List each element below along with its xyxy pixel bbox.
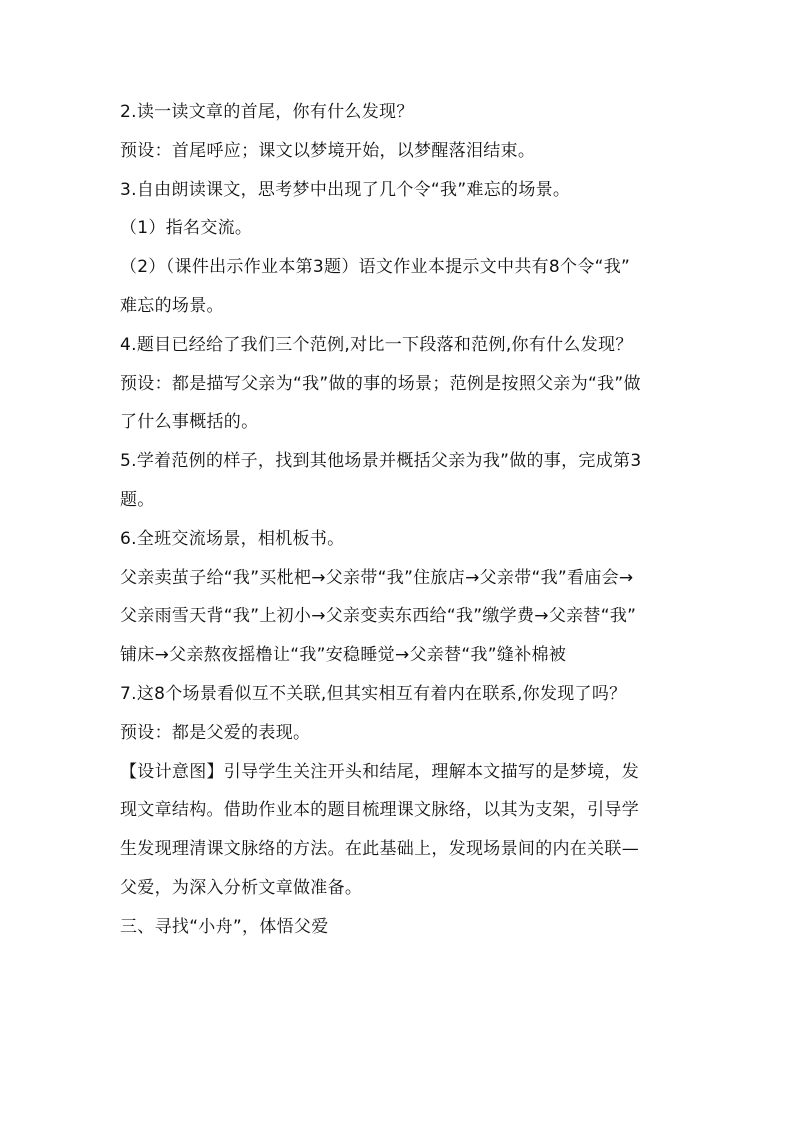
paragraph-line: 4.题目已经给了我们三个范例,对比一下段落和范例,你有什么发现？: [120, 334, 633, 355]
paragraph-line: 铺床→父亲熬夜摇橹让“我”安稳睡觉→父亲替“我”缝补棉被: [120, 645, 567, 666]
paragraph-line: （2）（课件出示作业本第3题）语文作业本提示文中共有8个令“我”: [120, 257, 631, 278]
paragraph-line: 5.学着范例的样子，找到其他场景并概括父亲为我”做的事，完成第3: [120, 451, 642, 472]
paragraph-line: 父亲卖茧子给“我”买枇杷→父亲带“我”住旅店→父亲带“我”看庙会→: [120, 567, 634, 588]
paragraph-line: 3.自由朗读课文，思考梦中出现了几个令“我”难忘的场景。: [120, 179, 571, 200]
paragraph-line: 预设：都是描写父亲为“我”做的事的场景；范例是按照父亲为“我”做: [120, 373, 641, 394]
paragraph-line: 现文章结构。借助作业本的题目梳理课文脉络，以其为支架，引导学: [120, 800, 639, 821]
paragraph-line: 父爱，为深入分析文章做准备。: [120, 877, 363, 898]
paragraph-line: 6.全班交流场景，相机板书。: [120, 528, 345, 549]
document-page: [120, 104, 680, 958]
paragraph-line: （1）指名交流。: [120, 218, 253, 239]
paragraph-line: 难忘的场景。: [120, 295, 224, 316]
paragraph-line: 父亲雨雪天背“我”上初小→父亲变卖东西给“我”缴学费→父亲替“我”: [120, 606, 637, 627]
paragraph-line: 生发现理清课文脉络的方法。在此基础上，发现场景间的内在关联—: [120, 839, 639, 860]
paragraph-line: 预设：首尾呼应；课文以梦境开始，以梦醒落泪结束。: [120, 140, 536, 161]
paragraph-line: 题。: [120, 489, 155, 510]
paragraph-line: 2.读一读文章的首尾，你有什么发现？: [120, 102, 414, 122]
paragraph-line: 7.这8个场景看似互不关联,但其实相互有着内在联系,你发现了吗？: [120, 683, 627, 704]
paragraph-line: 预设：都是父爱的表现。: [120, 722, 311, 743]
paragraph-line: 了什么事概括的。: [120, 412, 259, 433]
paragraph-line: 【设计意图】引导学生关注开头和结尾，理解本文描写的是梦境，发: [120, 761, 639, 782]
section-heading: 三、寻找“小舟”，体悟父爱: [120, 916, 329, 937]
